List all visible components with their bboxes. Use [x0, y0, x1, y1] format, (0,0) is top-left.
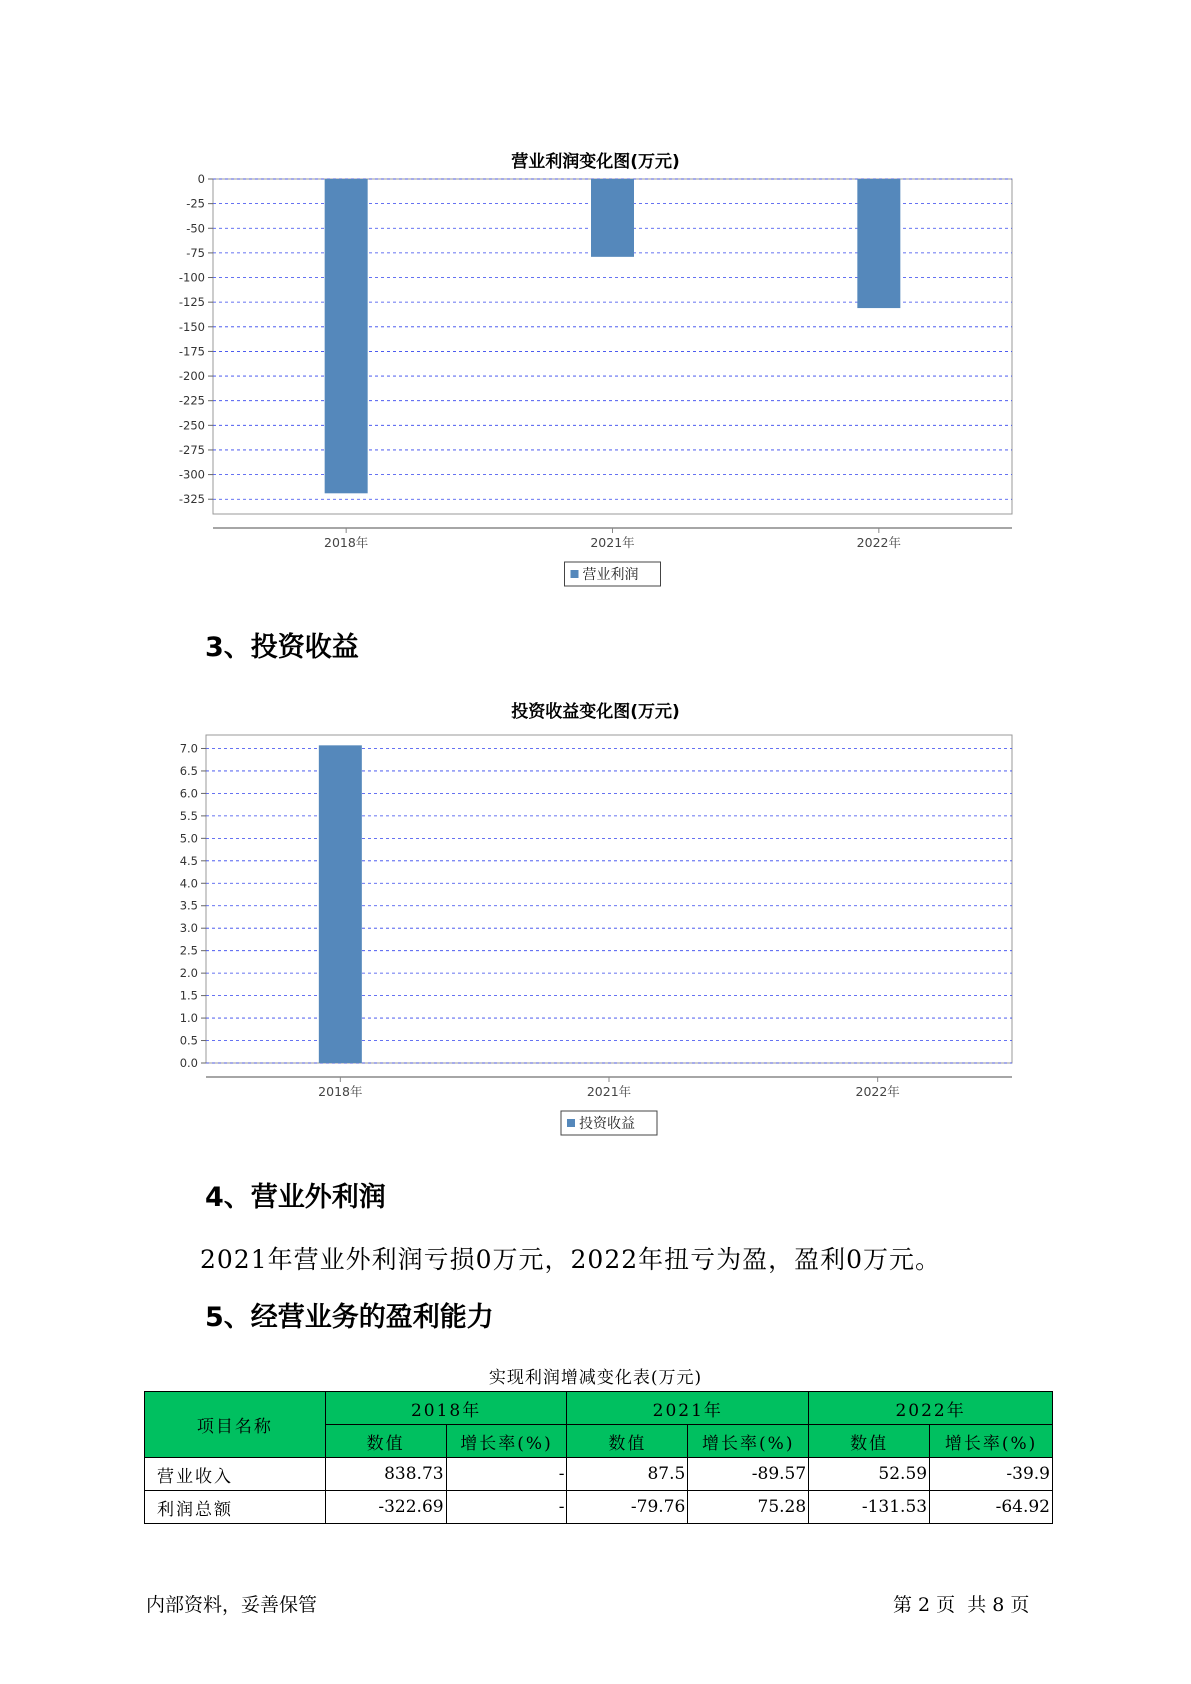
- table-row: [145, 1458, 1053, 1491]
- table-cell: -89.57: [688, 1458, 809, 1491]
- legend-swatch: [567, 1119, 575, 1127]
- y-tick-label: 0.0: [179, 1056, 198, 1070]
- x-tick-label: 2022年: [856, 535, 901, 550]
- y-tick-label: 7.0: [179, 741, 198, 756]
- header-growth: 增长率(%): [688, 1425, 809, 1458]
- y-tick-label: -325: [178, 492, 205, 507]
- y-tick-label: -225: [178, 393, 205, 408]
- x-tick-label: 2018年: [324, 535, 369, 550]
- table-cell: 87.5: [567, 1458, 688, 1491]
- y-tick-label: 6.0: [179, 786, 198, 801]
- chart-title-operating-profit: 营业利润变化图(万元): [511, 152, 680, 172]
- header-value: 数值: [325, 1425, 446, 1458]
- header-growth: 增长率(%): [446, 1425, 567, 1458]
- bar: [591, 179, 634, 257]
- footer-page-number: 第 2 页 共 8 页: [893, 1594, 1030, 1616]
- section-heading-investment-income: 3、投资收益: [205, 632, 359, 663]
- table-cell: 52.59: [809, 1458, 930, 1491]
- non-operating-profit-paragraph: 2021年营业外利润亏损0万元，2022年扭亏为盈，盈利0万元。: [200, 1245, 942, 1274]
- y-tick-label: -75: [186, 245, 205, 260]
- y-tick-label: -200: [178, 369, 205, 384]
- table-cell: -322.69: [325, 1491, 446, 1524]
- y-tick-label: 2.5: [179, 943, 198, 958]
- legend-label: 营业利润: [582, 567, 639, 583]
- header-year: 2018年: [325, 1392, 567, 1425]
- x-tick-label: 2021年: [586, 1084, 632, 1099]
- bar: [319, 745, 362, 1063]
- investment-income-chart: [0, 720, 1191, 1140]
- y-tick-label: -50: [186, 221, 205, 236]
- y-tick-label: 4.0: [179, 876, 198, 891]
- y-tick-label: -175: [178, 344, 205, 359]
- header-value: 数值: [809, 1425, 930, 1458]
- y-tick-label: 1.0: [179, 1011, 198, 1026]
- y-tick-label: 1.5: [179, 988, 198, 1003]
- table-row: [145, 1491, 1053, 1524]
- y-tick-label: -125: [178, 295, 205, 310]
- y-tick-label: -100: [178, 270, 205, 285]
- table-cell: -: [446, 1458, 567, 1491]
- footer-confidential-note: 内部资料，妥善保管: [146, 1594, 318, 1616]
- y-tick-label: 5.0: [179, 831, 198, 846]
- table-cell: 75.28: [688, 1491, 809, 1524]
- y-tick-label: -150: [178, 319, 205, 334]
- x-tick-label: 2021年: [590, 535, 635, 550]
- header-growth: 增长率(%): [930, 1425, 1053, 1458]
- header-year: 2022年: [809, 1392, 1053, 1425]
- header-item-name: 项目名称: [145, 1392, 326, 1458]
- legend: [565, 562, 661, 586]
- legend: [561, 1111, 657, 1135]
- table-cell: -: [446, 1491, 567, 1524]
- row-label: 利润总额: [145, 1491, 326, 1524]
- y-tick-label: 0.5: [179, 1033, 198, 1048]
- profit-change-table: [144, 1391, 1053, 1524]
- bar: [325, 179, 368, 493]
- x-tick-label: 2018年: [318, 1084, 363, 1099]
- y-tick-label: 5.5: [179, 808, 198, 823]
- y-tick-label: 3.0: [179, 921, 198, 936]
- header-year: 2021年: [567, 1392, 809, 1425]
- y-tick-label: 2.0: [179, 966, 198, 981]
- table-cell: -39.9: [930, 1458, 1053, 1491]
- y-tick-label: -275: [178, 442, 205, 457]
- bar: [857, 179, 900, 308]
- section-heading-non-operating-profit: 4、营业外利润: [205, 1182, 386, 1213]
- table-cell: 838.73: [325, 1458, 446, 1491]
- table-header-row: [145, 1392, 1053, 1425]
- chart-title-investment-income: 投资收益变化图(万元): [511, 702, 680, 722]
- row-label: 营业收入: [145, 1458, 326, 1491]
- y-tick-label: 0: [197, 172, 205, 186]
- y-tick-label: 3.5: [179, 898, 198, 913]
- x-tick-label: 2022年: [855, 1084, 900, 1099]
- legend-swatch: [571, 570, 579, 578]
- y-tick-label: -300: [178, 467, 205, 482]
- section-heading-profitability: 5、经营业务的盈利能力: [205, 1302, 494, 1333]
- y-tick-label: 4.5: [179, 853, 198, 868]
- table-cell: -79.76: [567, 1491, 688, 1524]
- y-tick-label: -250: [178, 418, 205, 433]
- table-caption: 实现利润增减变化表(万元): [488, 1368, 703, 1388]
- y-tick-label: 6.5: [179, 763, 198, 778]
- table-cell: -131.53: [809, 1491, 930, 1524]
- y-tick-label: -25: [186, 196, 205, 211]
- legend-label: 投资收益: [579, 1116, 635, 1132]
- table-cell: -64.92: [930, 1491, 1053, 1524]
- header-value: 数值: [567, 1425, 688, 1458]
- operating-profit-chart: [0, 170, 1191, 590]
